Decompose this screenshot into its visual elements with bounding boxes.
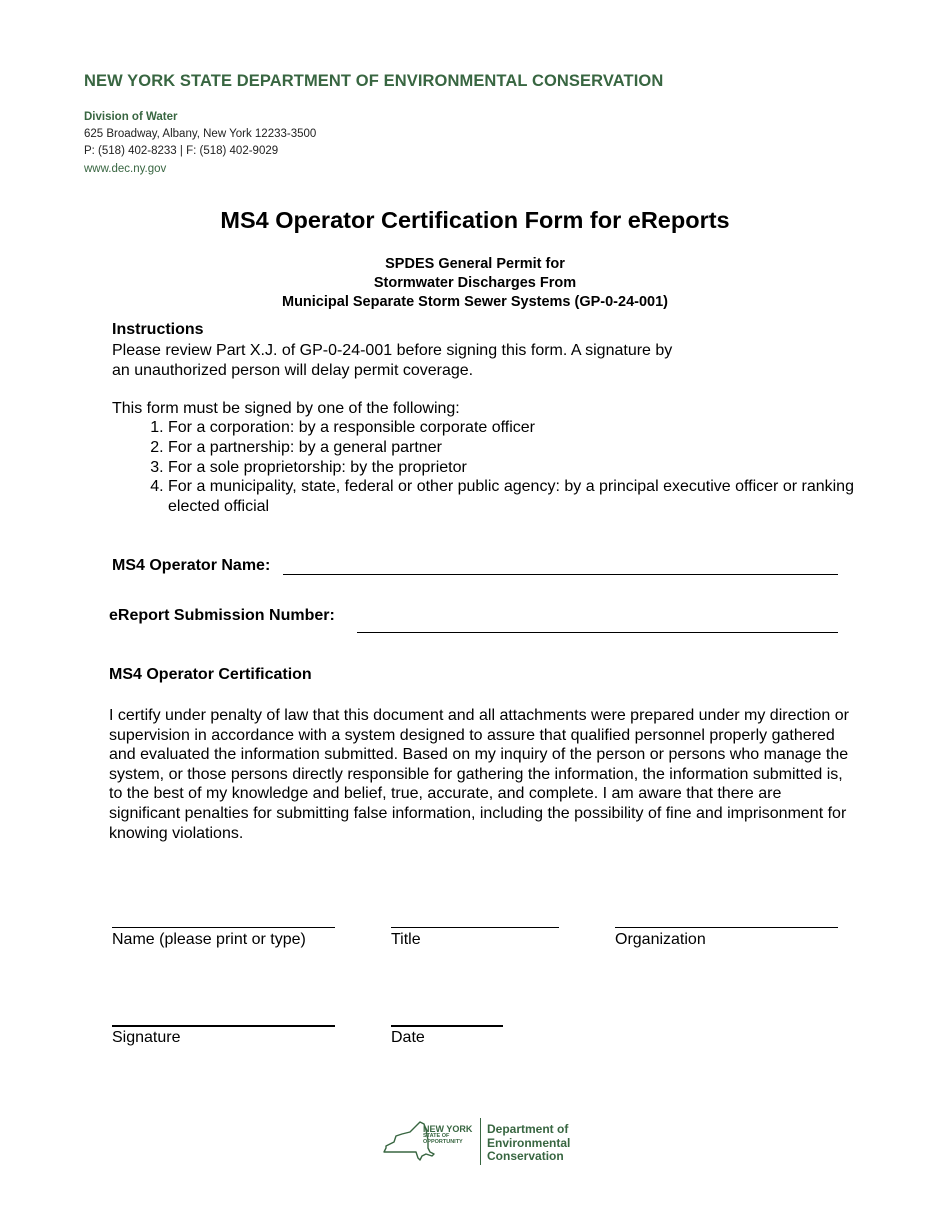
footer-divider bbox=[480, 1118, 481, 1165]
signature-line[interactable] bbox=[112, 1025, 335, 1027]
page-title: MS4 Operator Certification Form for eReports bbox=[220, 207, 730, 233]
phone-fax: P: (518) 402-8233 | F: (518) 402-9029 bbox=[84, 145, 279, 157]
operator-name-field[interactable] bbox=[283, 574, 838, 575]
ny-tagline-line-1: STATE OF bbox=[423, 1133, 450, 1139]
division-name: Division of Water bbox=[84, 111, 178, 123]
date-label: Date bbox=[391, 1029, 425, 1046]
instructions-line-2: an unauthorized person will delay permit coverage. bbox=[112, 361, 474, 379]
must-sign-text: This form must be signed by one of the following: bbox=[112, 400, 460, 417]
certification-heading: MS4 Operator Certification bbox=[109, 666, 312, 683]
ny-wordmark: NEW YORK bbox=[423, 1124, 473, 1134]
list-item: 4. For a municipality, state, federal or other public agency: by a principal executive officer or ranking elected official bbox=[168, 477, 868, 517]
organization-label: Organization bbox=[615, 931, 706, 948]
list-item: 1. For a corporation: by a responsible corporate officer bbox=[168, 418, 868, 438]
organization-signature-line[interactable] bbox=[615, 927, 838, 928]
subtitle bbox=[0, 255, 950, 312]
dec-logo-line-1: Department of bbox=[487, 1122, 569, 1136]
dec-logo-text bbox=[487, 1123, 570, 1164]
website-link[interactable]: www.dec.ny.gov bbox=[84, 163, 167, 175]
name-signature-line[interactable] bbox=[112, 927, 335, 928]
signature-label: Signature bbox=[112, 1029, 181, 1046]
title-label: Title bbox=[391, 931, 421, 948]
dec-logo-line-2: Environmental bbox=[487, 1135, 571, 1150]
subtitle-line-1: SPDES General Permit for bbox=[385, 256, 565, 272]
instructions-line-1: Please review Part X.J. of GP-0-24-001 before signing this form. A signature by bbox=[112, 342, 673, 359]
instructions-heading: Instructions bbox=[112, 321, 204, 338]
ny-tagline bbox=[423, 1134, 463, 1146]
operator-name-label: MS4 Operator Name: bbox=[112, 557, 271, 574]
list-item: 2. For a partnership: by a general partner bbox=[168, 438, 868, 458]
date-line[interactable] bbox=[391, 1025, 503, 1027]
submission-number-field[interactable] bbox=[357, 632, 838, 633]
certification-text: I certify under penalty of law that this document and all attachments were prepared under my direction or supervision in accordance with a system designed to assure that qualified personnel properly gathered and evaluated the information submitted. Based on my inquiry of the person or persons who manage the system, or those persons directly responsible for gathering the information, the information submitted is, to the best of my knowledge and belief, true, accurate, and complete. I am aware that there are significant penalties for submitting false information, including the possibility of fine and imprisonment for knowing violations. bbox=[109, 707, 849, 842]
name-label: Name (please print or type) bbox=[112, 931, 306, 948]
submission-number-label: eReport Submission Number: bbox=[109, 607, 335, 624]
ny-tagline-line-2: OPPORTUNITY bbox=[423, 1138, 463, 1145]
instructions-text bbox=[112, 341, 732, 380]
list-item: 3. For a sole proprietorship: by the proprietor bbox=[168, 458, 868, 478]
title-signature-line[interactable] bbox=[391, 927, 559, 928]
subtitle-line-2: Stormwater Discharges From bbox=[373, 275, 577, 291]
subtitle-line-3: Municipal Separate Storm Sewer Systems (GP-0-24-001) bbox=[281, 294, 668, 310]
dec-logo-line-3: Conservation bbox=[487, 1149, 564, 1163]
agency-name: NEW YORK STATE DEPARTMENT OF ENVIRONMENTAL CONSERVATION bbox=[84, 72, 664, 90]
signer-requirements-list bbox=[140, 418, 868, 517]
address: 625 Broadway, Albany, New York 12233-3500 bbox=[84, 128, 317, 140]
